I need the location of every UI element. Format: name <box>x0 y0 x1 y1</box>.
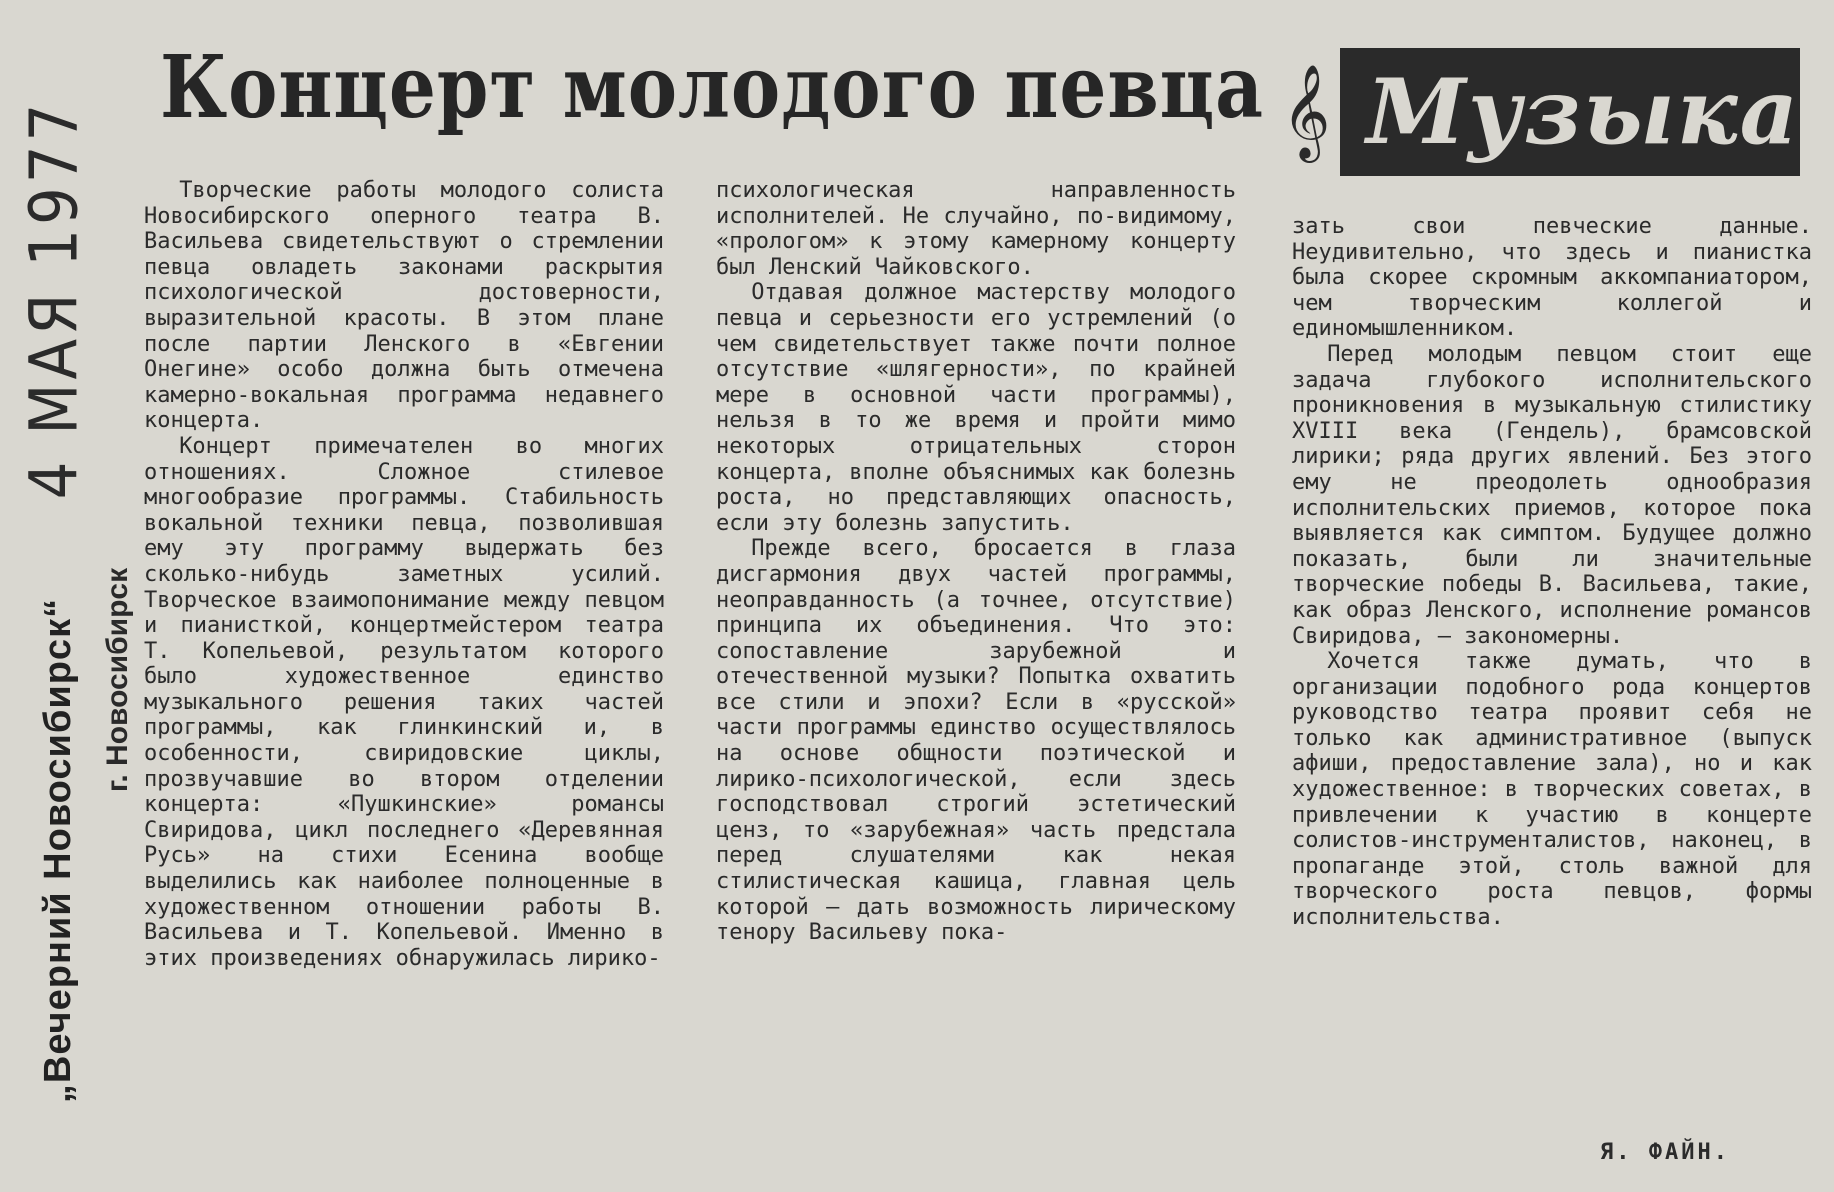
paragraph: психологическая направленность исполнителей. Не случайно, по-видимому, «прологом» к этому камерному концерту был Ленский Чайковского. <box>716 178 1236 280</box>
article-headline: Концерт молодого певца <box>160 37 1264 138</box>
article-column-1 <box>144 178 664 971</box>
author-signature: Я. ФАЙН. <box>1600 1140 1730 1165</box>
paragraph: зать свои певческие данные. Неудивительно, что здесь и пианистка была скорее скромным аккомпаниатором, чем творческим коллегой и единомышленником. <box>1292 214 1812 342</box>
article-column-3 <box>1292 214 1812 931</box>
paragraph: Хочется также думать, что в организации подобного рода концертов руководство театра проявит себя не только как административное (выпуск афиши, предоставление зала), но и как художественное: в творческих советах, в привлечении к участию в концерте солистов-инструменталистов, наконец, в пропаганде этой, столь важной для творческого роста певцов, формы исполнительства. <box>1292 649 1812 931</box>
paragraph: Отдавая должное мастерству молодого певца и серьезности его устремлений (о чем свидетельствует также почти полное отсутствие «шлягерности», по крайней мере в основной части программы), нельзя в то же время и пройти мимо некоторых отрицательных сторон концерта, вполне объяснимых как болезнь роста, но представляющих опасность, если эту болезнь запустить. <box>716 280 1236 536</box>
handwritten-date <box>14 84 94 514</box>
paragraph: Прежде всего, бросается в глаза дисгармония двух частей программы, неоправданность (а точнее, отсутствие) принципа их объединения. Что это: сопоставление зарубежной и отечественной музыки? Попытка охватить все стили и эпохи? Если в «русской» части программы единство осуществлялось на основе общности поэтической и лирико-психологической, если здесь господствовал строгий эстетический ценз, то «зарубежная» часть предстала перед слушателями как некая стилистическая кашица, главная цель которой — дать возможность лирическому тенору Васильеву пока- <box>716 536 1236 946</box>
paragraph: Перед молодым певцом стоит еще задача глубокого исполнительского проникновения в музыкальную стилистику XVIII века (Гендель), брамсовской лирики; ряда других явлений. Без этого ему не преодолеть однообразия исполнительских приемов, которое пока выявляется как симптом. Будущее должно показать, были ли значительные творческие победы В. Васильева, такие, как образ Ленского, исполнение романсов Свиридова, — закономерны. <box>1292 341 1812 649</box>
newspaper-city <box>92 540 144 820</box>
paragraph: Концерт примечателен во многих отношениях. Сложное стилевое многообразие программы. Стабильность вокальной техники певца, позволившая ему эту программу выдержать без сколько-нибудь заметных усилий. Творческое взаимопонимание между певцом и пианисткой, концертмейстером театра Т. Копельевой, результатом которого было художественное единство музыкального решения таких частей программы, как глинкинский и, в особенности, свиридовские циклы, прозвучавшие во втором отделении концерта: «Пушкинские» романсы Свиридова, цикл последнего «Деревянная Русь» на стихи Есенина вообще выделились как наиболее полноценные в художественном отношении работы В. Васильева и Т. Копельевой. Именно в этих произведениях обнаружилась лирико- <box>144 433 664 971</box>
newspaper-name-text: „Вечерний Новосибирск“ <box>37 597 80 1103</box>
newspaper-city-text: г. Новосибирск <box>101 567 135 793</box>
paragraph: Творческие работы молодого солиста Новосибирского оперного театра В. Васильева свидетельствуют о стремлении певца овладеть законами раскрытия психологической достоверности, выразительной красоты. В этом плане после партии Ленского в «Евгении Онегине» особо должна быть отмечена камерно-вокальная программа недавнего концерта. <box>144 178 664 434</box>
rubric-banner <box>1272 48 1800 176</box>
date-text: 4 МАЯ 1977 <box>15 99 93 499</box>
article-column-2 <box>716 178 1236 946</box>
rubric-title: Музыка <box>1366 59 1800 165</box>
treble-clef-icon: 𝄞 <box>1272 48 1340 176</box>
newspaper-name <box>24 520 94 1180</box>
